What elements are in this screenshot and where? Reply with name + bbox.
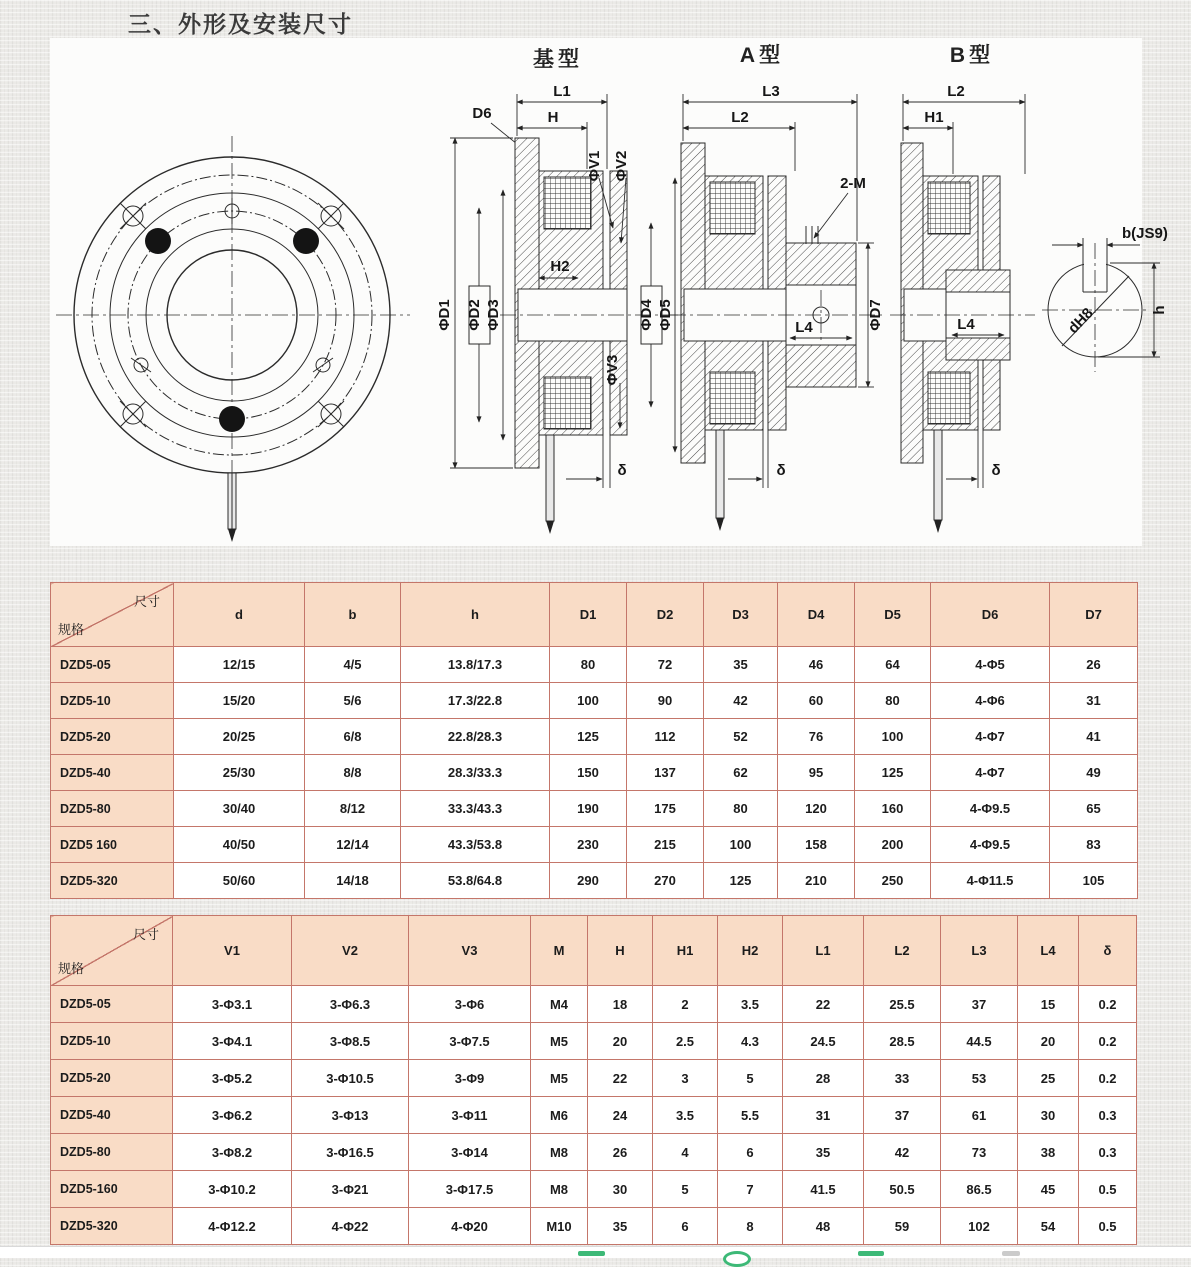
value-cell: 230 [550,827,627,863]
value-cell: 80 [855,683,931,719]
dim-delta: δ [776,462,786,479]
value-cell: 15/20 [174,683,305,719]
value-cell: 3-Φ3.1 [173,986,292,1023]
value-cell: M5 [531,1060,588,1097]
page-title: 三、外形及安装尺寸 [128,11,353,37]
table-row [51,1171,1137,1208]
table-row [51,1023,1137,1060]
value-cell: 30 [588,1171,653,1208]
column-header: V1 [173,916,292,986]
value-cell: 0.3 [1079,1134,1137,1171]
column-header: D1 [550,583,627,647]
value-cell: 125 [704,863,778,899]
value-cell: 4-Φ20 [409,1208,531,1245]
table-row [51,647,1138,683]
value-cell: 3-Φ14 [409,1134,531,1171]
value-cell: 6 [718,1134,783,1171]
value-cell: 50.5 [864,1171,941,1208]
corner-label-bottom: 规格 [58,622,85,637]
value-cell: M8 [531,1134,588,1171]
column-header: D6 [931,583,1050,647]
value-cell: 3-Φ6 [409,986,531,1023]
dim-D4: ΦD4 [638,299,655,331]
dim-d-key: dH8 [1064,304,1097,337]
value-cell: 3-Φ9 [409,1060,531,1097]
column-header: V2 [292,916,409,986]
spec-cell: DZD5-40 [51,1097,173,1134]
value-cell: 48 [783,1208,864,1245]
value-cell: 12/14 [305,827,401,863]
value-cell: 25.5 [864,986,941,1023]
value-cell: 72 [627,647,704,683]
value-cell: 200 [855,827,931,863]
dim-L3: L3 [762,83,780,100]
dim-b-key: b(JS9) [1122,225,1168,242]
column-header: d [174,583,305,647]
value-cell: 3.5 [718,986,783,1023]
value-cell: 3-Φ16.5 [292,1134,409,1171]
view-title-base: 基型 [533,48,583,71]
lead-wire [228,473,236,542]
corner-label-top: 尺寸 [133,594,160,609]
value-cell: 3-Φ5.2 [173,1060,292,1097]
value-cell: 73 [941,1134,1018,1171]
value-cell: 3-Φ8.5 [292,1023,409,1060]
value-cell: 0.2 [1079,1023,1137,1060]
value-cell: 112 [627,719,704,755]
value-cell: 52 [704,719,778,755]
value-cell: 38 [1018,1134,1079,1171]
value-cell: 60 [778,683,855,719]
spec-cell: DZD5-05 [51,986,173,1023]
dim-delta: δ [617,462,627,479]
column-header: V3 [409,916,531,986]
engineering-drawing [50,38,1168,546]
value-cell: 6 [653,1208,718,1245]
value-cell: 42 [704,683,778,719]
value-cell: 54 [1018,1208,1079,1245]
value-cell: 22.8/28.3 [401,719,550,755]
table-row [51,827,1138,863]
value-cell: 37 [864,1097,941,1134]
dim-D7: ΦD7 [867,299,884,331]
a-type-view [670,43,886,531]
base-type-view [436,47,698,534]
table-row [51,683,1138,719]
dim-L1: L1 [553,83,571,100]
value-cell: 20/25 [174,719,305,755]
value-cell: 7 [718,1171,783,1208]
coil-section [710,182,755,234]
value-cell: 17.3/22.8 [401,683,550,719]
dim-H1: H1 [924,109,944,126]
value-cell: 33 [864,1060,941,1097]
value-cell: 49 [1050,755,1138,791]
value-cell: 61 [941,1097,1018,1134]
value-cell: 26 [588,1134,653,1171]
table-header-row [51,916,1137,986]
lead-wire [934,430,942,533]
value-cell: 2 [653,986,718,1023]
value-cell: 80 [550,647,627,683]
spec-cell: DZD5-160 [51,1171,173,1208]
value-cell: 210 [778,863,855,899]
table-row [51,755,1138,791]
value-cell: 5 [718,1060,783,1097]
value-cell: 3-Φ7.5 [409,1023,531,1060]
dim-D6: D6 [472,105,492,122]
value-cell: 65 [1050,791,1138,827]
value-cell: 270 [627,863,704,899]
value-cell: 28.5 [864,1023,941,1060]
value-cell: 53 [941,1060,1018,1097]
value-cell: 30/40 [174,791,305,827]
dim-L4: L4 [795,319,813,336]
value-cell: 4-Φ5 [931,647,1050,683]
value-cell: 80 [704,791,778,827]
coil-section [544,177,591,229]
column-header: D7 [1050,583,1138,647]
value-cell: 14/18 [305,863,401,899]
value-cell: 22 [588,1060,653,1097]
value-cell: 5.5 [718,1097,783,1134]
dimension-table-1 [50,582,1138,899]
value-cell: 0.3 [1079,1097,1137,1134]
green-bar-icon-2[interactable] [858,1251,884,1256]
table-header-row [51,583,1138,647]
value-cell: 18 [588,986,653,1023]
dim-L2: L2 [731,109,749,126]
coil-section [710,372,755,424]
view-title-b: B型 [949,44,995,67]
value-cell: 100 [550,683,627,719]
value-cell: 41 [1050,719,1138,755]
spec-cell: DZD5-10 [51,1023,173,1060]
column-header: L1 [783,916,864,986]
value-cell: 4-Φ6 [931,683,1050,719]
value-cell: 8/8 [305,755,401,791]
value-cell: 100 [855,719,931,755]
column-header: H [588,916,653,986]
green-ring-icon[interactable] [723,1251,751,1267]
value-cell: 160 [855,791,931,827]
value-cell: 28.3/33.3 [401,755,550,791]
table-row [51,863,1138,899]
value-cell: 83 [1050,827,1138,863]
value-cell: 4/5 [305,647,401,683]
table-row [51,1208,1137,1245]
value-cell: 31 [1050,683,1138,719]
value-cell: 43.3/53.8 [401,827,550,863]
value-cell: 4-Φ9.5 [931,791,1050,827]
value-cell: 3-Φ8.2 [173,1134,292,1171]
green-bar-icon[interactable] [578,1251,605,1256]
value-cell: 3-Φ21 [292,1171,409,1208]
value-cell: 5 [653,1171,718,1208]
value-cell: 3-Φ6.3 [292,986,409,1023]
value-cell: 64 [855,647,931,683]
gray-glyph-icon [1002,1251,1020,1256]
value-cell: 3-Φ10.5 [292,1060,409,1097]
dim-D5: ΦD5 [657,299,674,331]
shaft-keyway-detail [1042,225,1168,372]
spec-cell: DZD5-80 [51,791,174,827]
value-cell: 0.5 [1079,1171,1137,1208]
coil-section [928,182,970,234]
value-cell: 41.5 [783,1171,864,1208]
dim-V3: ΦV3 [604,354,621,386]
value-cell: 150 [550,755,627,791]
table-corner-cell [51,583,174,647]
dim-h-key: h [1151,305,1168,315]
value-cell: 3-Φ13 [292,1097,409,1134]
value-cell: 62 [704,755,778,791]
spec-cell: DZD5 160 [51,827,174,863]
value-cell: 25/30 [174,755,305,791]
spec-cell: DZD5-05 [51,647,174,683]
value-cell: 86.5 [941,1171,1018,1208]
value-cell: 35 [783,1134,864,1171]
coil-section [928,372,970,424]
column-header: L3 [941,916,1018,986]
dim-2M: 2-M [840,175,866,192]
value-cell: 40/50 [174,827,305,863]
value-cell: 4-Φ7 [931,755,1050,791]
value-cell: 100 [704,827,778,863]
value-cell: 13.8/17.3 [401,647,550,683]
column-header: M [531,916,588,986]
value-cell: 24.5 [783,1023,864,1060]
value-cell: 59 [864,1208,941,1245]
value-cell: M5 [531,1023,588,1060]
coil-section [544,377,591,429]
lead-wire [546,435,554,534]
table-row [51,719,1138,755]
value-cell: 0.5 [1079,1208,1137,1245]
value-cell: 12/15 [174,647,305,683]
value-cell: 215 [627,827,704,863]
value-cell: 120 [778,791,855,827]
column-header: L4 [1018,916,1079,986]
table-row [51,791,1138,827]
dim-D1: ΦD1 [436,299,453,331]
value-cell: 28 [783,1060,864,1097]
value-cell: 125 [855,755,931,791]
lead-wire [716,430,724,531]
value-cell: 22 [783,986,864,1023]
value-cell: 0.2 [1079,1060,1137,1097]
value-cell: 0.2 [1079,986,1137,1023]
value-cell: 26 [1050,647,1138,683]
value-cell: 6/8 [305,719,401,755]
value-cell: 20 [1018,1023,1079,1060]
front-view [56,136,410,542]
value-cell: 137 [627,755,704,791]
value-cell: 15 [1018,986,1079,1023]
dim-L2: L2 [947,83,965,100]
spec-cell: DZD5-80 [51,1134,173,1171]
value-cell: 8 [718,1208,783,1245]
value-cell: 4.3 [718,1023,783,1060]
drawing-panel [50,38,1168,546]
column-header: D3 [704,583,778,647]
dim-H2: H2 [550,258,570,275]
value-cell: 125 [550,719,627,755]
value-cell: 35 [704,647,778,683]
value-cell: 33.3/43.3 [401,791,550,827]
column-header: H1 [653,916,718,986]
value-cell: 4-Φ22 [292,1208,409,1245]
value-cell: 76 [778,719,855,755]
dim-D3: ΦD3 [485,299,502,331]
value-cell: 53.8/64.8 [401,863,550,899]
dim-delta: δ [991,462,1001,479]
value-cell: 42 [864,1134,941,1171]
value-cell: 102 [941,1208,1018,1245]
value-cell: 4-Φ12.2 [173,1208,292,1245]
value-cell: 2.5 [653,1023,718,1060]
value-cell: 5/6 [305,683,401,719]
dimension-table-2 [50,915,1137,1245]
spec-cell: DZD5-20 [51,1060,173,1097]
value-cell: 158 [778,827,855,863]
value-cell: 3-Φ17.5 [409,1171,531,1208]
value-cell: 4-Φ7 [931,719,1050,755]
dim-H: H [547,109,559,126]
value-cell: 50/60 [174,863,305,899]
value-cell: 45 [1018,1171,1079,1208]
value-cell: 8/12 [305,791,401,827]
spec-cell: DZD5-320 [51,863,174,899]
value-cell: 250 [855,863,931,899]
value-cell: 37 [941,986,1018,1023]
column-header: D5 [855,583,931,647]
value-cell: 25 [1018,1060,1079,1097]
table-row [51,986,1137,1023]
value-cell: 290 [550,863,627,899]
value-cell: 3-Φ4.1 [173,1023,292,1060]
column-header: H2 [718,916,783,986]
value-cell: 3 [653,1060,718,1097]
value-cell: 35 [588,1208,653,1245]
value-cell: 4-Φ9.5 [931,827,1050,863]
value-cell: 105 [1050,863,1138,899]
value-cell: 95 [778,755,855,791]
value-cell: 3-Φ6.2 [173,1097,292,1134]
spec-cell: DZD5-10 [51,683,174,719]
column-header: δ [1079,916,1137,986]
value-cell: 46 [778,647,855,683]
column-header: D4 [778,583,855,647]
corner-label-top: 尺寸 [132,927,159,942]
dim-V2: ΦV2 [613,150,630,182]
table-row [51,1097,1137,1134]
value-cell: 3.5 [653,1097,718,1134]
value-cell: M8 [531,1171,588,1208]
value-cell: 30 [1018,1097,1079,1134]
table-row [51,1134,1137,1171]
column-header: b [305,583,401,647]
dim-V1: ΦV1 [586,150,603,182]
value-cell: M4 [531,986,588,1023]
column-header: L2 [864,916,941,986]
table-row [51,1060,1137,1097]
view-title-a: A型 [739,44,785,67]
value-cell: 20 [588,1023,653,1060]
value-cell: 4-Φ11.5 [931,863,1050,899]
corner-label-bottom: 规格 [58,961,85,976]
spec-cell: DZD5-40 [51,755,174,791]
table-corner-cell [51,916,173,986]
value-cell: 31 [783,1097,864,1134]
dim-L4: L4 [957,316,975,333]
footer-toolbar-strip [0,1246,1191,1258]
value-cell: M10 [531,1208,588,1245]
value-cell: 3-Φ11 [409,1097,531,1134]
value-cell: 90 [627,683,704,719]
value-cell: 190 [550,791,627,827]
value-cell: 175 [627,791,704,827]
column-header: D2 [627,583,704,647]
spec-cell: DZD5-20 [51,719,174,755]
b-type-view [890,43,1035,533]
dim-D2: ΦD2 [466,299,483,331]
value-cell: 4 [653,1134,718,1171]
value-cell: 24 [588,1097,653,1134]
column-header: h [401,583,550,647]
value-cell: 44.5 [941,1023,1018,1060]
value-cell: M6 [531,1097,588,1134]
spec-cell: DZD5-320 [51,1208,173,1245]
value-cell: 3-Φ10.2 [173,1171,292,1208]
